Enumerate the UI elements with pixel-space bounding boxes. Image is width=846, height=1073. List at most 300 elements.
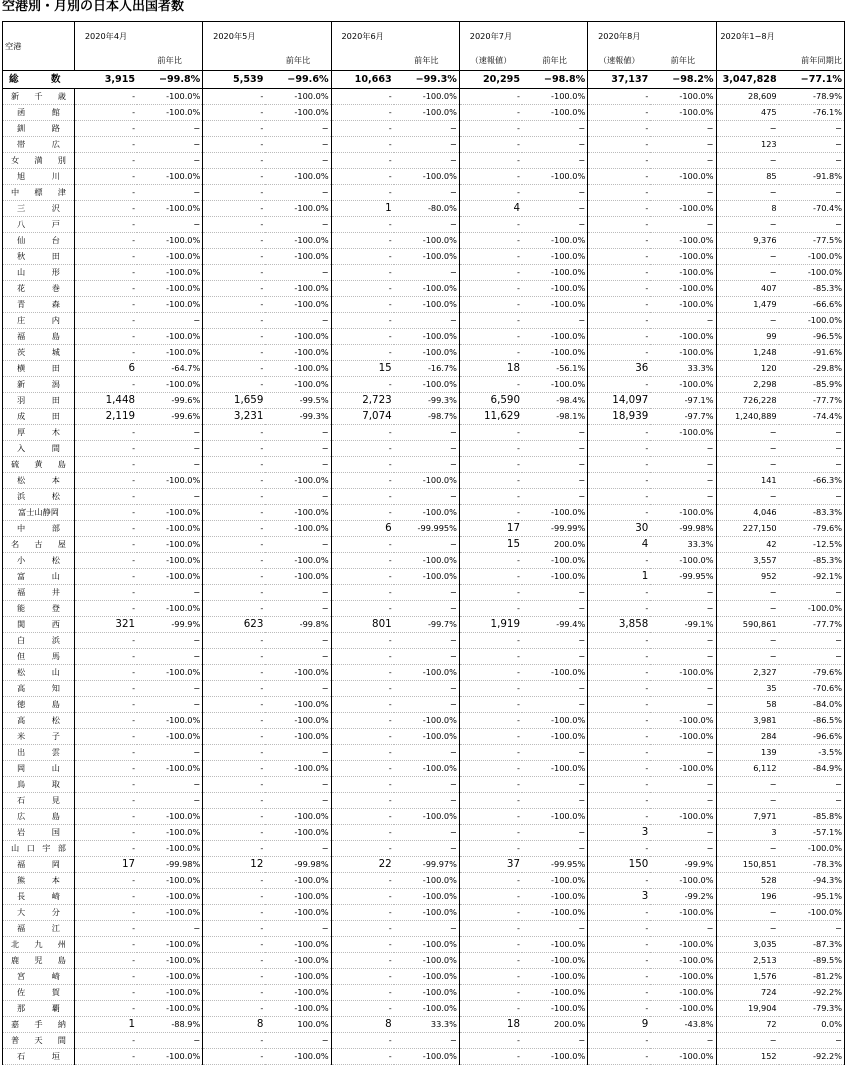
airport-name: 岡山 (3, 761, 75, 777)
total-cell: 3,915 (74, 71, 137, 89)
departures-cell: 321 (74, 617, 137, 633)
yoy-cell: − (394, 681, 460, 697)
departures-cell: - (331, 601, 394, 617)
departures-cell: - (588, 937, 651, 953)
header-yoy: 前年比 (285, 55, 311, 65)
yoy-cell: − (650, 681, 716, 697)
departures-cell: - (588, 953, 651, 969)
departures-cell: 3,035 (716, 937, 779, 953)
yoy-cell: -100.0% (394, 1049, 460, 1065)
departures-cell: - (203, 361, 266, 377)
departures-cell: - (74, 809, 137, 825)
yoy-cell: − (522, 473, 588, 489)
yoy-cell: -99.3% (394, 393, 460, 409)
yoy-cell: -100.0% (265, 969, 331, 985)
departures-cell: - (331, 697, 394, 713)
yoy-cell: -100.0% (522, 729, 588, 745)
airport-name: 釧路 (3, 121, 75, 137)
departures-cell: 37 (459, 857, 522, 873)
airport-name: 宮崎 (3, 969, 75, 985)
table-row (3, 473, 845, 489)
departures-cell: 4 (459, 201, 522, 217)
yoy-cell: -100.0% (650, 345, 716, 361)
yoy-cell: -100.0% (137, 537, 203, 553)
departures-cell: 1,576 (716, 969, 779, 985)
departures-cell: - (459, 969, 522, 985)
yoy-cell: − (394, 921, 460, 937)
departures-cell: - (74, 345, 137, 361)
airport-name: 松山 (3, 665, 75, 681)
departures-cell: - (331, 457, 394, 473)
yoy-cell: − (650, 153, 716, 169)
departures-cell: - (74, 569, 137, 585)
yoy-cell: -100.0% (394, 553, 460, 569)
departures-cell: - (331, 473, 394, 489)
departures-cell: - (74, 121, 137, 137)
yoy-cell: -100.0% (522, 265, 588, 281)
yoy-cell: − (650, 649, 716, 665)
departures-cell: - (331, 825, 394, 841)
yoy-cell: − (394, 649, 460, 665)
departures-cell: - (74, 217, 137, 233)
departures-cell: - (331, 569, 394, 585)
departures-cell: - (331, 89, 394, 105)
yoy-cell: -100.0% (522, 953, 588, 969)
departures-cell: 36 (588, 361, 651, 377)
departures-cell: 726,228 (716, 393, 779, 409)
yoy-cell: -100.0% (650, 233, 716, 249)
yoy-cell: -76.1% (779, 105, 845, 121)
yoy-cell: − (394, 457, 460, 473)
yoy-cell: -100.0% (522, 713, 588, 729)
yoy-cell: − (265, 121, 331, 137)
departures-cell: - (331, 105, 394, 121)
yoy-cell: -100.0% (137, 249, 203, 265)
yoy-cell: -100.0% (265, 297, 331, 313)
departures-cell: 9 (588, 1017, 651, 1033)
yoy-cell: − (137, 137, 203, 153)
yoy-cell: -100.0% (522, 505, 588, 521)
airport-name: 浜松 (3, 489, 75, 505)
departures-cell: - (331, 425, 394, 441)
yoy-cell: -57.1% (779, 825, 845, 841)
yoy-cell: − (779, 777, 845, 793)
yoy-cell: -100.0% (394, 569, 460, 585)
departures-cell: - (459, 1001, 522, 1017)
yoy-cell: − (265, 681, 331, 697)
yoy-cell: − (779, 489, 845, 505)
table-row (3, 425, 845, 441)
table-row (3, 537, 845, 553)
yoy-cell: − (779, 649, 845, 665)
yoy-cell: − (137, 697, 203, 713)
yoy-cell: -87.3% (779, 937, 845, 953)
yoy-cell: − (265, 649, 331, 665)
yoy-cell: -100.0% (265, 1049, 331, 1065)
departures-cell: - (459, 329, 522, 345)
departures-cell: - (203, 1049, 266, 1065)
yoy-cell: -100.0% (265, 569, 331, 585)
yoy-cell: -99.98% (265, 857, 331, 873)
departures-cell: - (331, 985, 394, 1001)
departures-cell: - (74, 153, 137, 169)
airport-name: 白浜 (3, 633, 75, 649)
yoy-cell: -99.9% (650, 857, 716, 873)
departures-cell: - (588, 1001, 651, 1017)
departures-cell: - (203, 521, 266, 537)
departures-cell: - (588, 425, 651, 441)
airport-name: 那覇 (3, 1001, 75, 1017)
table-row (3, 1001, 845, 1017)
table-row (3, 505, 845, 521)
yoy-cell: − (265, 425, 331, 441)
departures-cell: − (716, 425, 779, 441)
table-row (3, 745, 845, 761)
yoy-cell: -100.0% (265, 761, 331, 777)
departures-cell: - (331, 777, 394, 793)
departures-cell: - (74, 585, 137, 601)
yoy-cell: − (265, 457, 331, 473)
total-cell: 5,539 (203, 71, 266, 89)
yoy-cell: − (265, 185, 331, 201)
yoy-cell: − (394, 825, 460, 841)
yoy-cell: − (779, 425, 845, 441)
airport-name: 横田 (3, 361, 75, 377)
departures-cell: - (588, 777, 651, 793)
airport-name: 富山 (3, 569, 75, 585)
departures-cell: - (459, 825, 522, 841)
total-cell: −98.2% (650, 71, 716, 89)
departures-cell: - (74, 601, 137, 617)
table-row (3, 249, 845, 265)
departures-cell: - (588, 313, 651, 329)
departures-cell: 8 (203, 1017, 266, 1033)
table-row (3, 105, 845, 121)
yoy-cell: -92.2% (779, 985, 845, 1001)
yoy-cell: − (522, 489, 588, 505)
header-period-may: 2020年5月 (203, 22, 266, 51)
yoy-cell: -29.8% (779, 361, 845, 377)
table-row (3, 793, 845, 809)
departures-cell: - (203, 169, 266, 185)
departures-cell: - (203, 889, 266, 905)
yoy-cell: -99.99% (522, 521, 588, 537)
airport-name: 福岡 (3, 857, 75, 873)
table-row (3, 297, 845, 313)
yoy-cell: -100.0% (394, 345, 460, 361)
header-preliminary: （速報値） (588, 50, 651, 71)
yoy-cell: -100.0% (137, 569, 203, 585)
yoy-cell: 200.0% (522, 1017, 588, 1033)
yoy-cell: -100.0% (650, 169, 716, 185)
departures-cell: - (203, 697, 266, 713)
departures-cell: - (459, 297, 522, 313)
yoy-cell: − (650, 313, 716, 329)
yoy-cell: -99.6% (137, 393, 203, 409)
yoy-cell: − (137, 313, 203, 329)
yoy-cell: -100.0% (394, 985, 460, 1001)
yoy-cell: -99.3% (265, 409, 331, 425)
departures-cell: - (331, 937, 394, 953)
departures-cell: - (459, 601, 522, 617)
departures-cell: − (716, 249, 779, 265)
departures-cell: - (459, 841, 522, 857)
departures-cell: 2,298 (716, 377, 779, 393)
departures-cell: 17 (74, 857, 137, 873)
yoy-cell: -100.0% (265, 953, 331, 969)
departures-cell: - (459, 745, 522, 761)
departures-cell: - (74, 665, 137, 681)
yoy-cell: − (522, 745, 588, 761)
departures-cell: - (588, 649, 651, 665)
table-row (3, 521, 845, 537)
yoy-cell: -100.0% (394, 105, 460, 121)
table-row (3, 265, 845, 281)
departures-cell: - (74, 889, 137, 905)
airport-name: 羽田 (3, 393, 75, 409)
airport-name: 但馬 (3, 649, 75, 665)
yoy-cell: − (394, 841, 460, 857)
yoy-cell: − (265, 841, 331, 857)
departures-cell: 15 (331, 361, 394, 377)
yoy-cell: -91.6% (779, 345, 845, 361)
departures-cell: − (716, 265, 779, 281)
departures-cell: 150 (588, 857, 651, 873)
table-row (3, 825, 845, 841)
departures-cell: − (716, 1033, 779, 1049)
yoy-cell: − (779, 1033, 845, 1049)
table-row (3, 665, 845, 681)
departures-cell: - (588, 553, 651, 569)
departures-cell: 2,513 (716, 953, 779, 969)
departures-cell: - (588, 489, 651, 505)
yoy-cell: -92.1% (779, 569, 845, 585)
total-cell: −99.3% (394, 71, 460, 89)
yoy-cell: -100.0% (650, 201, 716, 217)
airport-name: 富士山静岡 (3, 505, 75, 521)
airport-name: 新千歳 (3, 89, 75, 105)
airport-name: 嘉手納 (3, 1017, 75, 1033)
departures-cell: 72 (716, 1017, 779, 1033)
yoy-cell: − (394, 153, 460, 169)
total-label: 総数 (3, 71, 75, 89)
yoy-cell: -100.0% (137, 601, 203, 617)
departures-cell: 227,150 (716, 521, 779, 537)
departures-cell: 4 (588, 537, 651, 553)
departures-cell: - (588, 233, 651, 249)
departures-cell: - (459, 153, 522, 169)
yoy-cell: − (137, 1033, 203, 1049)
yoy-cell: -96.5% (779, 329, 845, 345)
airport-name: 花巻 (3, 281, 75, 297)
departures-cell: - (331, 265, 394, 281)
departures-cell: - (74, 1049, 137, 1065)
departures-cell: - (74, 1001, 137, 1017)
yoy-cell: -100.0% (137, 905, 203, 921)
yoy-cell: -100.0% (137, 985, 203, 1001)
departures-cell: - (203, 153, 266, 169)
departures-cell: - (588, 121, 651, 137)
airport-name: 帯広 (3, 137, 75, 153)
yoy-cell: − (779, 121, 845, 137)
airport-name: 硫黄島 (3, 457, 75, 473)
yoy-cell: -100.0% (522, 889, 588, 905)
yoy-cell: -100.0% (137, 1001, 203, 1017)
yoy-cell: -100.0% (265, 89, 331, 105)
table-row (3, 137, 845, 153)
departures-cell: - (74, 297, 137, 313)
departures-cell: - (203, 585, 266, 601)
yoy-cell: − (522, 441, 588, 457)
departures-cell: − (716, 905, 779, 921)
departures-cell: - (203, 185, 266, 201)
yoy-cell: -100.0% (265, 329, 331, 345)
yoy-cell: -79.6% (779, 521, 845, 537)
yoy-cell: -100.0% (137, 89, 203, 105)
yoy-cell: -100.0% (394, 809, 460, 825)
table-row (3, 1049, 845, 1065)
airport-name: 徳島 (3, 697, 75, 713)
departures-cell: 11,629 (459, 409, 522, 425)
departures-cell: - (203, 265, 266, 281)
yoy-cell: -100.0% (522, 937, 588, 953)
yoy-cell: -79.6% (779, 665, 845, 681)
departures-cell: - (74, 745, 137, 761)
departures-cell: 801 (331, 617, 394, 633)
departures-cell: 1 (74, 1017, 137, 1033)
yoy-cell: -92.2% (779, 1049, 845, 1065)
departures-cell: - (203, 841, 266, 857)
yoy-cell: -100.0% (650, 425, 716, 441)
yoy-cell: -78.3% (779, 857, 845, 873)
departures-cell: - (459, 697, 522, 713)
departures-cell: - (588, 745, 651, 761)
departures-cell: - (331, 649, 394, 665)
departures-cell: - (459, 505, 522, 521)
yoy-cell: − (394, 441, 460, 457)
departures-cell: - (74, 281, 137, 297)
departures-cell: - (588, 905, 651, 921)
departures-cell: 19,904 (716, 1001, 779, 1017)
table-row (3, 569, 845, 585)
departures-cell: 99 (716, 329, 779, 345)
airport-name: 山形 (3, 265, 75, 281)
departures-cell: − (716, 601, 779, 617)
table-row (3, 921, 845, 937)
airport-name: 茨城 (3, 345, 75, 361)
departures-cell: − (716, 793, 779, 809)
yoy-cell: − (137, 217, 203, 233)
yoy-cell: -43.8% (650, 1017, 716, 1033)
departures-cell: - (331, 793, 394, 809)
departures-cell: − (716, 121, 779, 137)
airport-name: 八戸 (3, 217, 75, 233)
departures-cell: - (74, 793, 137, 809)
yoy-cell: -100.0% (522, 249, 588, 265)
departures-cell: 7,971 (716, 809, 779, 825)
yoy-cell: − (650, 121, 716, 137)
yoy-cell: -99.8% (265, 617, 331, 633)
departures-cell: − (716, 441, 779, 457)
yoy-cell: -100.0% (137, 1049, 203, 1065)
departures-cell: - (459, 553, 522, 569)
yoy-cell: -100.0% (779, 313, 845, 329)
departures-cell: - (74, 137, 137, 153)
yoy-cell: -100.0% (137, 953, 203, 969)
departures-cell: - (203, 1001, 266, 1017)
yoy-cell: -100.0% (650, 937, 716, 953)
yoy-cell: -99.1% (650, 617, 716, 633)
departures-cell: - (74, 953, 137, 969)
yoy-cell: -100.0% (137, 297, 203, 313)
yoy-cell: -100.0% (137, 665, 203, 681)
yoy-cell: -100.0% (779, 265, 845, 281)
table-row (3, 169, 845, 185)
yoy-cell: − (650, 793, 716, 809)
yoy-cell: -99.2% (650, 889, 716, 905)
yoy-cell: -100.0% (394, 169, 460, 185)
yoy-cell: -100.0% (265, 553, 331, 569)
yoy-cell: − (522, 697, 588, 713)
yoy-cell: − (522, 649, 588, 665)
departures-cell: - (459, 185, 522, 201)
yoy-cell: -100.0% (394, 297, 460, 313)
departures-cell: - (74, 185, 137, 201)
yoy-cell: -100.0% (522, 553, 588, 569)
departures-cell: − (716, 185, 779, 201)
yoy-cell: -100.0% (265, 729, 331, 745)
departures-cell: 4,046 (716, 505, 779, 521)
departures-cell: - (74, 1033, 137, 1049)
yoy-cell: -100.0% (265, 665, 331, 681)
table-row (3, 633, 845, 649)
departures-cell: - (459, 777, 522, 793)
yoy-cell: -74.4% (779, 409, 845, 425)
departures-cell: - (588, 921, 651, 937)
yoy-cell: -100.0% (137, 841, 203, 857)
departures-cell: - (588, 633, 651, 649)
yoy-cell: -85.3% (779, 553, 845, 569)
table-row (3, 185, 845, 201)
yoy-cell: -100.0% (265, 505, 331, 521)
yoy-cell: -100.0% (265, 809, 331, 825)
table-row (3, 361, 845, 377)
yoy-cell: -96.6% (779, 729, 845, 745)
departures-cell: - (74, 969, 137, 985)
yoy-cell: -99.95% (650, 569, 716, 585)
departures-cell: - (331, 761, 394, 777)
departures-cell: - (331, 729, 394, 745)
departures-cell: - (203, 793, 266, 809)
yoy-cell: -100.0% (265, 473, 331, 489)
departures-cell: 590,861 (716, 617, 779, 633)
yoy-cell: − (650, 489, 716, 505)
departures-cell: 1,479 (716, 297, 779, 313)
yoy-cell: − (522, 585, 588, 601)
airport-name: 青森 (3, 297, 75, 313)
header-yoy: 前年比 (157, 55, 182, 65)
yoy-cell: -100.0% (779, 249, 845, 265)
departures-cell: 6,112 (716, 761, 779, 777)
departures-cell: - (331, 313, 394, 329)
yoy-cell: − (779, 441, 845, 457)
yoy-cell: -100.0% (394, 1001, 460, 1017)
yoy-cell: -97.1% (650, 393, 716, 409)
departures-cell: - (459, 665, 522, 681)
yoy-cell: -100.0% (394, 281, 460, 297)
departures-cell: 18 (459, 1017, 522, 1033)
yoy-cell: − (137, 441, 203, 457)
